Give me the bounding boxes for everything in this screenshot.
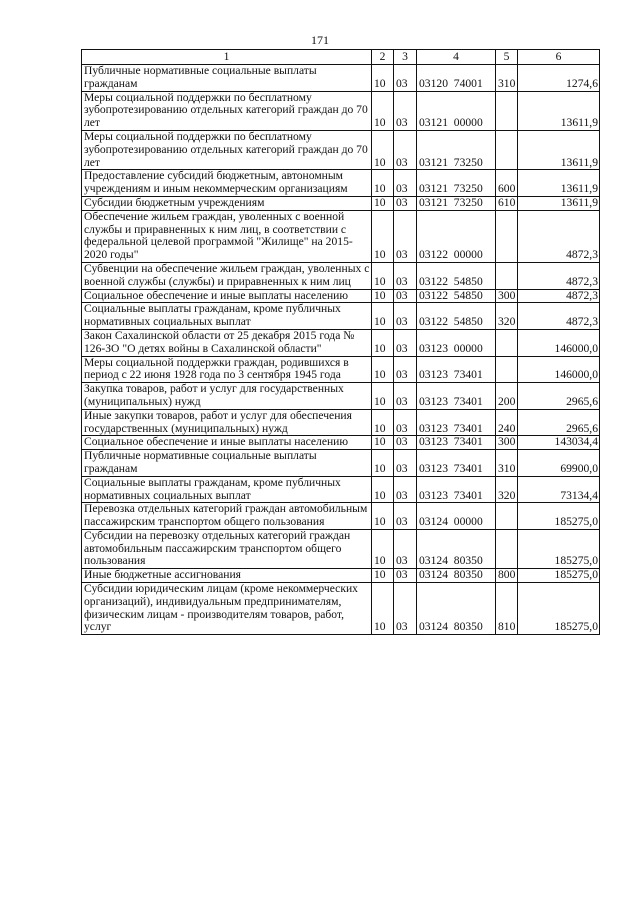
target-article-code: 03123 73401: [417, 476, 496, 503]
amount-value: 185275,0: [518, 503, 600, 530]
amount-value: 13611,9: [518, 196, 600, 210]
amount-value: 185275,0: [518, 569, 600, 583]
expense-type-code: 600: [496, 170, 518, 197]
section-code: 10: [372, 196, 394, 210]
column-header: 3: [394, 50, 417, 65]
expense-type-code: 310: [496, 65, 518, 92]
row-description: Иные закупки товаров, работ и услуг для обеспечения государственных (муниципальных) нужд: [82, 409, 372, 436]
amount-value: 69900,0: [518, 450, 600, 477]
row-description: Социальное обеспечение и иные выплаты населению: [82, 289, 372, 303]
subsection-code: 03: [394, 65, 417, 92]
subsection-code: 03: [394, 409, 417, 436]
table-row: [82, 262, 600, 289]
table-row: [82, 450, 600, 477]
target-article-code: 03121 73250: [417, 170, 496, 197]
table-row: [82, 436, 600, 450]
table-row: [82, 503, 600, 530]
column-header: 6: [518, 50, 600, 65]
row-description: Меры социальной поддержки граждан, родившихся в период с 22 июня 1928 года по 3 сентября 1945 года: [82, 356, 372, 383]
table-header-row: [82, 50, 600, 65]
amount-value: 4872,3: [518, 262, 600, 289]
section-code: 10: [372, 409, 394, 436]
amount-value: 4872,3: [518, 210, 600, 262]
section-code: 10: [372, 476, 394, 503]
expense-type-code: 240: [496, 409, 518, 436]
amount-value: 4872,3: [518, 289, 600, 303]
row-description: Субвенции на обеспечение жильем граждан, уволенных с военной службы (службы) и приравненных к ним лиц: [82, 262, 372, 289]
subsection-code: 03: [394, 170, 417, 197]
row-description: Меры социальной поддержки по бесплатному зубопротезированию отдельных категорий граждан до 70 лет: [82, 130, 372, 169]
table-row: [82, 569, 600, 583]
page-number: 171: [311, 33, 329, 47]
table-row: [82, 130, 600, 169]
row-description: Субсидии на перевозку отдельных категорий граждан автомобильным пассажирским транспортом общего пользования: [82, 529, 372, 568]
target-article-code: 03123 73401: [417, 383, 496, 410]
subsection-code: 03: [394, 262, 417, 289]
subsection-code: 03: [394, 91, 417, 130]
column-header: 5: [496, 50, 518, 65]
subsection-code: 03: [394, 303, 417, 330]
table-row: [82, 91, 600, 130]
row-description: Предоставление субсидий бюджетным, автономным учреждениям и иным некоммерческим организациям: [82, 170, 372, 197]
subsection-code: 03: [394, 529, 417, 568]
table-row: [82, 583, 600, 635]
section-code: 10: [372, 210, 394, 262]
row-description: Социальные выплаты гражданам, кроме публичных нормативных социальных выплат: [82, 303, 372, 330]
expense-type-code: 300: [496, 289, 518, 303]
table-row: [82, 476, 600, 503]
row-description: Социальные выплаты гражданам, кроме публичных нормативных социальных выплат: [82, 476, 372, 503]
expense-type-code: 300: [496, 436, 518, 450]
amount-value: 185275,0: [518, 583, 600, 635]
target-article-code: 03124 80350: [417, 529, 496, 568]
table-row: [82, 303, 600, 330]
target-article-code: 03121 73250: [417, 196, 496, 210]
target-article-code: 03120 74001: [417, 65, 496, 92]
subsection-code: 03: [394, 450, 417, 477]
table-row: [82, 356, 600, 383]
target-article-code: 03122 54850: [417, 303, 496, 330]
expense-type-code: [496, 329, 518, 356]
amount-value: 146000,0: [518, 329, 600, 356]
amount-value: 1274,6: [518, 65, 600, 92]
expense-type-code: 610: [496, 196, 518, 210]
amount-value: 73134,4: [518, 476, 600, 503]
amount-value: 4872,3: [518, 303, 600, 330]
expense-type-code: [496, 529, 518, 568]
section-code: 10: [372, 503, 394, 530]
row-description: Иные бюджетные ассигнования: [82, 569, 372, 583]
row-description: Публичные нормативные социальные выплаты гражданам: [82, 65, 372, 92]
table-row: [82, 289, 600, 303]
section-code: 10: [372, 569, 394, 583]
target-article-code: 03122 54850: [417, 289, 496, 303]
subsection-code: 03: [394, 503, 417, 530]
subsection-code: 03: [394, 569, 417, 583]
subsection-code: 03: [394, 289, 417, 303]
section-code: 10: [372, 583, 394, 635]
expense-type-code: 800: [496, 569, 518, 583]
section-code: 10: [372, 356, 394, 383]
section-code: 10: [372, 262, 394, 289]
section-code: 10: [372, 529, 394, 568]
amount-value: 143034,4: [518, 436, 600, 450]
table-row: [82, 409, 600, 436]
table-row: [82, 65, 600, 92]
column-header: 2: [372, 50, 394, 65]
section-code: 10: [372, 289, 394, 303]
expense-type-code: 320: [496, 303, 518, 330]
expense-type-code: 810: [496, 583, 518, 635]
table-row: [82, 329, 600, 356]
target-article-code: 03123 73401: [417, 450, 496, 477]
section-code: 10: [372, 91, 394, 130]
target-article-code: 03121 73250: [417, 130, 496, 169]
row-description: Субсидии юридическим лицам (кроме некоммерческих организаций), индивидуальным предпринимателям, физическим лицам - производителям товаров, работ, услуг: [82, 583, 372, 635]
target-article-code: 03123 73401: [417, 409, 496, 436]
target-article-code: 03122 54850: [417, 262, 496, 289]
row-description: Закупка товаров, работ и услуг для государственных (муниципальных) нужд: [82, 383, 372, 410]
row-description: Публичные нормативные социальные выплаты гражданам: [82, 450, 372, 477]
section-code: 10: [372, 383, 394, 410]
amount-value: 185275,0: [518, 529, 600, 568]
expense-type-code: [496, 503, 518, 530]
section-code: 10: [372, 65, 394, 92]
amount-value: 146000,0: [518, 356, 600, 383]
expense-type-code: [496, 91, 518, 130]
target-article-code: 03124 00000: [417, 503, 496, 530]
table-row: [82, 383, 600, 410]
budget-table: [81, 49, 600, 635]
amount-value: 13611,9: [518, 170, 600, 197]
subsection-code: 03: [394, 210, 417, 262]
section-code: 10: [372, 436, 394, 450]
column-header: 1: [82, 50, 372, 65]
section-code: 10: [372, 130, 394, 169]
row-description: Социальное обеспечение и иные выплаты населению: [82, 436, 372, 450]
subsection-code: 03: [394, 196, 417, 210]
table-row: [82, 529, 600, 568]
target-article-code: 03123 73401: [417, 436, 496, 450]
subsection-code: 03: [394, 436, 417, 450]
subsection-code: 03: [394, 583, 417, 635]
target-article-code: 03122 00000: [417, 210, 496, 262]
target-article-code: 03124 80350: [417, 583, 496, 635]
amount-value: 2965,6: [518, 409, 600, 436]
target-article-code: 03123 73401: [417, 356, 496, 383]
expense-type-code: 200: [496, 383, 518, 410]
amount-value: 13611,9: [518, 91, 600, 130]
expense-type-code: [496, 210, 518, 262]
table-row: [82, 210, 600, 262]
expense-type-code: [496, 356, 518, 383]
column-header: 4: [417, 50, 496, 65]
section-code: 10: [372, 450, 394, 477]
row-description: Закон Сахалинской области от 25 декабря 2015 года № 126-ЗО "О детях войны в Сахалинской области": [82, 329, 372, 356]
target-article-code: 03121 00000: [417, 91, 496, 130]
section-code: 10: [372, 329, 394, 356]
subsection-code: 03: [394, 356, 417, 383]
target-article-code: 03124 80350: [417, 569, 496, 583]
row-description: Меры социальной поддержки по бесплатному зубопротезированию отдельных категорий граждан до 70 лет: [82, 91, 372, 130]
expense-type-code: [496, 130, 518, 169]
table-row: [82, 196, 600, 210]
row-description: Субсидии бюджетным учреждениям: [82, 196, 372, 210]
row-description: Обеспечение жильем граждан, уволенных с военной службы и приравненных к ним лиц, в соответствии с федеральной целевой программой "Жилище" на 2015-2020 годы": [82, 210, 372, 262]
subsection-code: 03: [394, 329, 417, 356]
subsection-code: 03: [394, 383, 417, 410]
subsection-code: 03: [394, 130, 417, 169]
expense-type-code: 320: [496, 476, 518, 503]
expense-type-code: 310: [496, 450, 518, 477]
section-code: 10: [372, 303, 394, 330]
table-row: [82, 170, 600, 197]
subsection-code: 03: [394, 476, 417, 503]
target-article-code: 03123 00000: [417, 329, 496, 356]
expense-type-code: [496, 262, 518, 289]
amount-value: 2965,6: [518, 383, 600, 410]
section-code: 10: [372, 170, 394, 197]
amount-value: 13611,9: [518, 130, 600, 169]
row-description: Перевозка отдельных категорий граждан автомобильным пассажирским транспортом общего пользования: [82, 503, 372, 530]
